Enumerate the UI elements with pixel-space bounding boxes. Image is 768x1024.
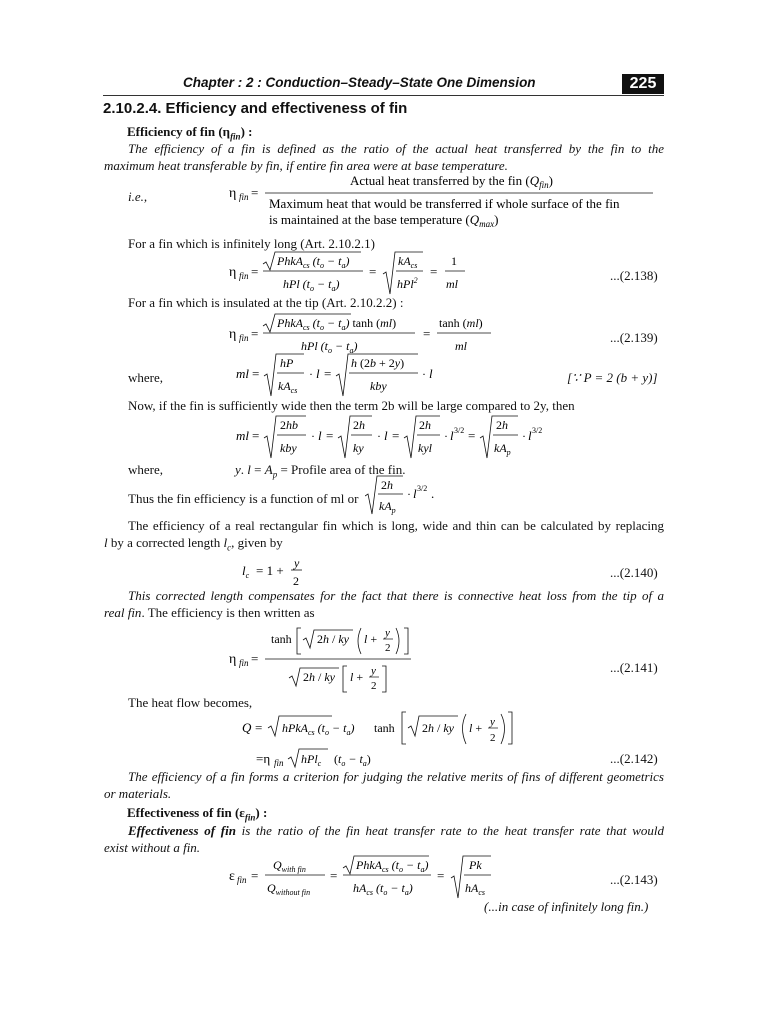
svg-text:fin: fin bbox=[239, 333, 249, 343]
svg-text:=: = bbox=[430, 264, 438, 279]
svg-text:·: · bbox=[444, 429, 448, 443]
svg-text:Q: Q bbox=[242, 720, 252, 735]
eq-number-2-139: ...(2.139) bbox=[610, 330, 658, 345]
page-number: 225 bbox=[622, 74, 664, 94]
svg-text:l: l bbox=[384, 428, 388, 443]
header-rule bbox=[103, 95, 664, 96]
svg-text:ml: ml bbox=[236, 366, 249, 381]
svg-text:PhkAcs (to − ta): PhkA$_{cs}$ $(t_o - t_a)$ bbox=[356, 858, 429, 874]
svg-text:2: 2 bbox=[293, 574, 299, 588]
where-label-2: where, bbox=[128, 462, 164, 477]
efficiency-subheading: Efficiency of fin $(\eta_{fin})$ : bbox=[127, 124, 253, 142]
svg-text:·: · bbox=[311, 429, 315, 443]
wide-fin-text: Now, if the fin is sufficiently wide then the term 2b will be large compared to 2y, then bbox=[128, 398, 575, 413]
eq-number-2-140: ...(2.140) bbox=[610, 565, 658, 580]
svg-text:.: . bbox=[431, 486, 435, 501]
equation-2-139 bbox=[225, 312, 505, 356]
svg-text:l +: l + bbox=[350, 670, 364, 684]
svg-text:·: · bbox=[522, 429, 526, 443]
corrected-length-text-1: The efficiency of a real rectangular fin which is long, wide and thin can be calculated by replacing bbox=[128, 518, 664, 533]
svg-text:=: = bbox=[251, 264, 259, 279]
svg-text:l: l bbox=[318, 428, 322, 443]
svg-text:l +: l + bbox=[469, 721, 483, 735]
svg-text:1: 1 bbox=[451, 254, 457, 268]
svg-text:=η: =η bbox=[256, 751, 271, 766]
svg-text:l +: l + bbox=[364, 632, 378, 646]
equation-efficiency-ratio bbox=[225, 172, 665, 232]
profile-area-eq: y. $l = A_p$ = Profile area of the fin. bbox=[235, 462, 406, 480]
svg-text:hPl2: hPl$^2$ bbox=[397, 276, 418, 291]
svg-text:PhkAcs (to − ta): PhkA$_{cs}$ $(t_o - t_a)$ bbox=[277, 254, 350, 270]
svg-text:2h: 2h bbox=[353, 418, 365, 432]
svg-text:=: = bbox=[326, 428, 334, 443]
svg-text:2h: 2h bbox=[419, 418, 431, 432]
svg-text:η: η bbox=[229, 652, 237, 667]
svg-text:tanh: tanh bbox=[271, 632, 292, 646]
corrected-length-text-2: l by a corrected length $l_c$, given by bbox=[104, 535, 283, 553]
effectiveness-definition-bold: Effectiveness of fin bbox=[128, 823, 236, 838]
svg-text:hPkAcs (to − ta): hPkA$_{cs}$ $(t_o - t_a)$ bbox=[282, 721, 355, 737]
eq-number-2-142: ...(2.142) bbox=[610, 751, 658, 766]
svg-text:2h: 2h bbox=[381, 478, 393, 492]
eq-number-2-143: ...(2.143) bbox=[610, 872, 658, 887]
svg-text:=: = bbox=[324, 366, 332, 381]
svg-text:=: = bbox=[255, 720, 263, 735]
svg-text:ky: ky bbox=[353, 441, 364, 455]
equation-sqrt-2h-kap bbox=[365, 474, 455, 516]
svg-text:fin: fin bbox=[239, 192, 249, 202]
insulated-tip-text: For a fin which is insulated at the tip (Art. 2.10.2.2) : bbox=[128, 295, 404, 310]
svg-text:3/2: 3/2 bbox=[417, 484, 428, 493]
svg-text:η: η bbox=[229, 327, 237, 342]
svg-text:=: = bbox=[251, 651, 259, 666]
eq-number-2-141: ...(2.141) bbox=[610, 660, 658, 675]
svg-text:fin: fin bbox=[239, 658, 249, 668]
svg-text:kyl: kyl bbox=[418, 441, 432, 455]
equation-2-141 bbox=[225, 622, 425, 696]
perimeter-note: [∵ P = 2 (b + y)] bbox=[567, 370, 658, 385]
svg-text:l: l bbox=[450, 428, 454, 443]
svg-text:PhkAcs (to − ta) tanh (ml): PhkA$_{cs}$ $(t_o - t_a)$ tanh (ml) bbox=[277, 316, 397, 332]
svg-text:=: = bbox=[251, 185, 259, 200]
definition-line-1: The efficiency of a fin is defined as the ratio of the actual heat transferred by the fin to the bbox=[128, 141, 664, 156]
svg-text:=: = bbox=[251, 868, 259, 883]
svg-text:Maximum heat that would be tra: Maximum heat that would be transferred if whole surface of the fin bbox=[269, 196, 620, 211]
svg-text:is maintained at the base temp: is maintained at the base temperature $(Q_{max})$ bbox=[269, 212, 499, 229]
svg-text:Actual heat transferred by the: Actual heat transferred by the fin $(Q_{fin})$ bbox=[350, 173, 554, 190]
svg-text:l: l bbox=[316, 366, 320, 381]
svg-text:ε: ε bbox=[229, 869, 235, 884]
svg-text:hP: hP bbox=[280, 356, 294, 370]
svg-text:η: η bbox=[229, 186, 237, 201]
svg-text:·: · bbox=[407, 487, 411, 501]
svg-text:l: l bbox=[413, 486, 417, 501]
svg-text:2h / ky: 2h / ky bbox=[303, 670, 335, 684]
effectiveness-definition-2: exist without a fin. bbox=[104, 840, 201, 855]
svg-text:=: = bbox=[369, 264, 377, 279]
criterion-text-1: The efficiency of a fin forms a criterion for judging the relative merits of fins of different geometrics bbox=[128, 769, 664, 784]
svg-text:ml: ml bbox=[446, 277, 458, 291]
svg-text:hPl (to − ta): hPl $(t_o - t_a)$ bbox=[283, 277, 340, 293]
svg-text:=: = bbox=[437, 868, 445, 883]
svg-text:hAcs: $hA_{cs}$ bbox=[465, 881, 486, 897]
equation-2-140 bbox=[240, 556, 320, 592]
svg-text:ml: ml bbox=[236, 428, 249, 443]
svg-text:kAp: $kA_p$ bbox=[379, 499, 396, 515]
svg-text:·: · bbox=[422, 367, 426, 381]
svg-text:hPlc: hPl$_c$ bbox=[301, 752, 322, 768]
compensation-text-1: This corrected length compensates for the fact that there is connective heat loss from the tip of a bbox=[128, 588, 664, 603]
ie-label: i.e., bbox=[128, 189, 148, 204]
eq-number-2-138: ...(2.138) bbox=[610, 268, 658, 283]
svg-text:2h: 2h bbox=[496, 418, 508, 432]
infinite-fin-text: For a fin which is infinitely long (Art. 2.10.2.1) bbox=[128, 236, 375, 251]
svg-text:kAcs: $kA_{cs}$ bbox=[278, 379, 298, 395]
compensation-text-2-rest: . The efficiency is then written as bbox=[141, 605, 315, 620]
svg-text:=: = bbox=[251, 326, 259, 341]
svg-text:2hb: 2hb bbox=[280, 418, 298, 432]
svg-text:Qwith fin: $Q_{with fin}$ bbox=[273, 858, 306, 874]
svg-text:= 1 +: = 1 + bbox=[256, 563, 284, 578]
svg-text:(to − ta): $(t_o - t_a)$ bbox=[334, 752, 371, 768]
svg-text:y: y bbox=[385, 627, 390, 639]
svg-text:fin: fin bbox=[274, 758, 284, 768]
svg-text:=: = bbox=[252, 428, 260, 443]
svg-text:hPl (to − ta): hPl $(t_o - t_a)$ bbox=[301, 339, 358, 355]
svg-text:3/2: 3/2 bbox=[454, 426, 465, 435]
compensation-text-2-italic: real fin bbox=[104, 605, 142, 620]
svg-text:·: · bbox=[309, 367, 313, 381]
svg-text:y: y bbox=[490, 716, 495, 728]
running-header: Chapter : 2 : Conduction–Steady–State One Dimension bbox=[183, 75, 536, 90]
equation-2-143 bbox=[225, 854, 515, 900]
svg-text:=: = bbox=[392, 428, 400, 443]
svg-text:y: y bbox=[294, 556, 300, 570]
infinite-fin-note: (...in case of infinitely long fin.) bbox=[484, 899, 649, 914]
equation-ml-definition bbox=[234, 352, 444, 398]
definition-line-2: maximum heat transferable by fin, if entire fin area were at base temperature. bbox=[104, 158, 508, 173]
compensation-text-2 bbox=[104, 605, 315, 621]
svg-text:·: · bbox=[377, 429, 381, 443]
svg-text:y: y bbox=[371, 665, 376, 677]
svg-text:l: l bbox=[429, 366, 433, 381]
svg-text:hAcs (to − ta): $hA_{cs}$ $(t_o - t_a)$ bbox=[353, 881, 413, 897]
svg-text:3/2: 3/2 bbox=[532, 426, 543, 435]
svg-text:=: = bbox=[423, 326, 431, 341]
svg-text:h (2b + 2y): h (2b + 2y) bbox=[351, 356, 405, 370]
equation-2-138 bbox=[225, 250, 505, 296]
svg-text:2: 2 bbox=[385, 642, 391, 654]
svg-text:=: = bbox=[252, 366, 260, 381]
svg-text:2: 2 bbox=[490, 732, 496, 744]
svg-text:kAp: $kA_p$ bbox=[494, 441, 511, 457]
equation-2-142 bbox=[254, 747, 404, 771]
svg-text:kby: kby bbox=[280, 441, 297, 455]
svg-text:tanh: tanh bbox=[374, 721, 395, 735]
svg-text:kAcs: $kA_{cs}$ bbox=[398, 254, 418, 270]
efficiency-function-text: Thus the fin efficiency is a function of ml or bbox=[128, 491, 359, 506]
svg-text:l: l bbox=[528, 428, 532, 443]
effectiveness-definition-rest: is the ratio of the fin heat transfer rate to the heat transfer rate that would bbox=[241, 823, 664, 838]
svg-text:tanh (ml): tanh (ml) bbox=[439, 316, 483, 330]
svg-text:η: η bbox=[229, 265, 237, 280]
section-heading: 2.10.2.4. Efficiency and effectiveness of fin bbox=[103, 100, 408, 117]
svg-text:2h / ky: 2h / ky bbox=[422, 721, 454, 735]
effectiveness-definition-1 bbox=[128, 823, 664, 839]
svg-text:2h / ky: 2h / ky bbox=[317, 632, 349, 646]
effectiveness-subheading: Effectiveness of fin $(\varepsilon_{fin})$ : bbox=[127, 805, 268, 823]
heat-flow-text: The heat flow becomes, bbox=[128, 695, 253, 710]
svg-text:=: = bbox=[330, 868, 338, 883]
criterion-text-2: or materials. bbox=[104, 786, 172, 801]
svg-text:2: 2 bbox=[371, 680, 377, 692]
where-label-1: where, bbox=[128, 370, 164, 385]
svg-text:fin: fin bbox=[237, 875, 247, 885]
svg-text:ml: ml bbox=[455, 339, 467, 353]
equation-heat-flow bbox=[240, 708, 530, 748]
equation-ml-chain bbox=[234, 414, 554, 460]
svg-text:=: = bbox=[468, 428, 476, 443]
svg-text:fin: fin bbox=[239, 271, 249, 281]
svg-text:lc: $l_c$ bbox=[242, 563, 250, 580]
svg-text:Pk: Pk bbox=[469, 858, 482, 872]
svg-text:kby: kby bbox=[370, 379, 387, 393]
svg-text:Qwithout fin: $Q_{without fin}$ bbox=[267, 881, 311, 897]
